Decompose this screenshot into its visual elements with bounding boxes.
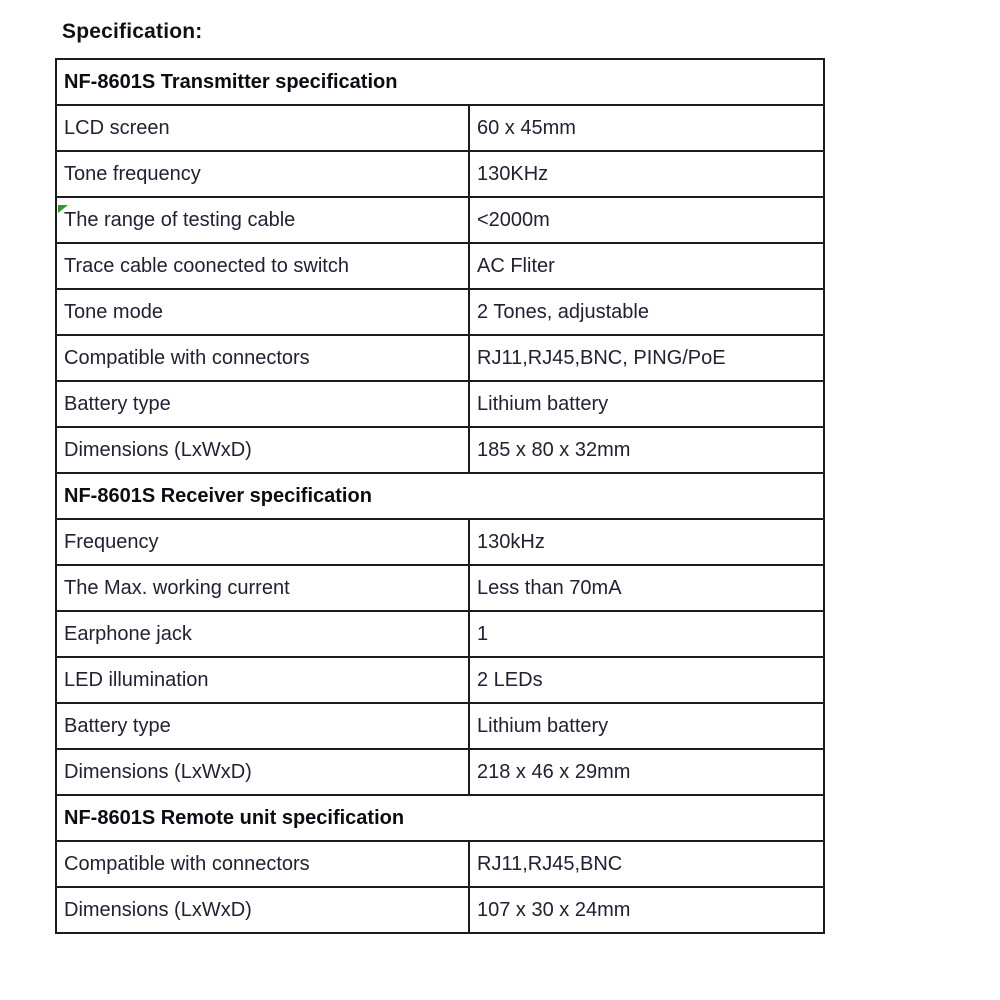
spec-value-cell: Less than 70mA <box>469 565 824 611</box>
spec-value-cell: <2000m <box>469 197 824 243</box>
table-row <box>56 749 824 795</box>
spec-value-cell: RJ11,RJ45,BNC, PING/PoE <box>469 335 824 381</box>
spec-label-cell: Battery type <box>56 381 469 427</box>
section-header-remote-unit <box>56 795 824 841</box>
section-header-label: NF-8601S Remote unit specification <box>56 795 824 841</box>
table-row <box>56 197 824 243</box>
spec-value-cell: 60 x 45mm <box>469 105 824 151</box>
spec-value-cell: Lithium battery <box>469 703 824 749</box>
table-row <box>56 243 824 289</box>
table-row <box>56 657 824 703</box>
section-header-label: NF-8601S Transmitter specification <box>56 59 824 105</box>
spec-value-cell: 130kHz <box>469 519 824 565</box>
spec-value-cell: RJ11,RJ45,BNC <box>469 841 824 887</box>
spec-label-cell: Tone frequency <box>56 151 469 197</box>
section-header-transmitter <box>56 59 824 105</box>
spec-value-cell: 130KHz <box>469 151 824 197</box>
table-row <box>56 381 824 427</box>
spec-label-cell: Dimensions (LxWxD) <box>56 887 469 933</box>
spec-label-cell: Earphone jack <box>56 611 469 657</box>
spec-label-cell: LED illumination <box>56 657 469 703</box>
spec-label-cell: Compatible with connectors <box>56 841 469 887</box>
cell-comment-marker-icon <box>58 205 68 213</box>
spec-value-cell: 2 LEDs <box>469 657 824 703</box>
table-row <box>56 427 824 473</box>
spec-label-cell: Frequency <box>56 519 469 565</box>
spec-label-cell: Trace cable coonected to switch <box>56 243 469 289</box>
table-row <box>56 611 824 657</box>
spec-value-cell: 218 x 46 x 29mm <box>469 749 824 795</box>
table-row <box>56 565 824 611</box>
table-row <box>56 151 824 197</box>
table-row <box>56 841 824 887</box>
spec-label-cell: Battery type <box>56 703 469 749</box>
spec-value-cell: AC Fliter <box>469 243 824 289</box>
spec-label-cell: Dimensions (LxWxD) <box>56 427 469 473</box>
spec-value-cell: Lithium battery <box>469 381 824 427</box>
spec-value-cell: 1 <box>469 611 824 657</box>
spec-label-cell: Compatible with connectors <box>56 335 469 381</box>
spec-label-cell: Dimensions (LxWxD) <box>56 749 469 795</box>
spec-label-cell: Tone mode <box>56 289 469 335</box>
spec-value-cell: 2 Tones, adjustable <box>469 289 824 335</box>
table-row <box>56 335 824 381</box>
spec-label-cell: LCD screen <box>56 105 469 151</box>
table-row <box>56 703 824 749</box>
section-header-label: NF-8601S Receiver specification <box>56 473 824 519</box>
spec-value-cell: 107 x 30 x 24mm <box>469 887 824 933</box>
table-row <box>56 105 824 151</box>
table-row <box>56 519 824 565</box>
section-header-receiver <box>56 473 824 519</box>
table-row <box>56 289 824 335</box>
spec-label-cell: The Max. working current <box>56 565 469 611</box>
spec-label-cell: The range of testing cable <box>56 197 469 243</box>
page-title: Specification: <box>62 20 203 43</box>
spec-table <box>55 58 825 934</box>
table-row <box>56 887 824 933</box>
spec-value-cell: 185 x 80 x 32mm <box>469 427 824 473</box>
